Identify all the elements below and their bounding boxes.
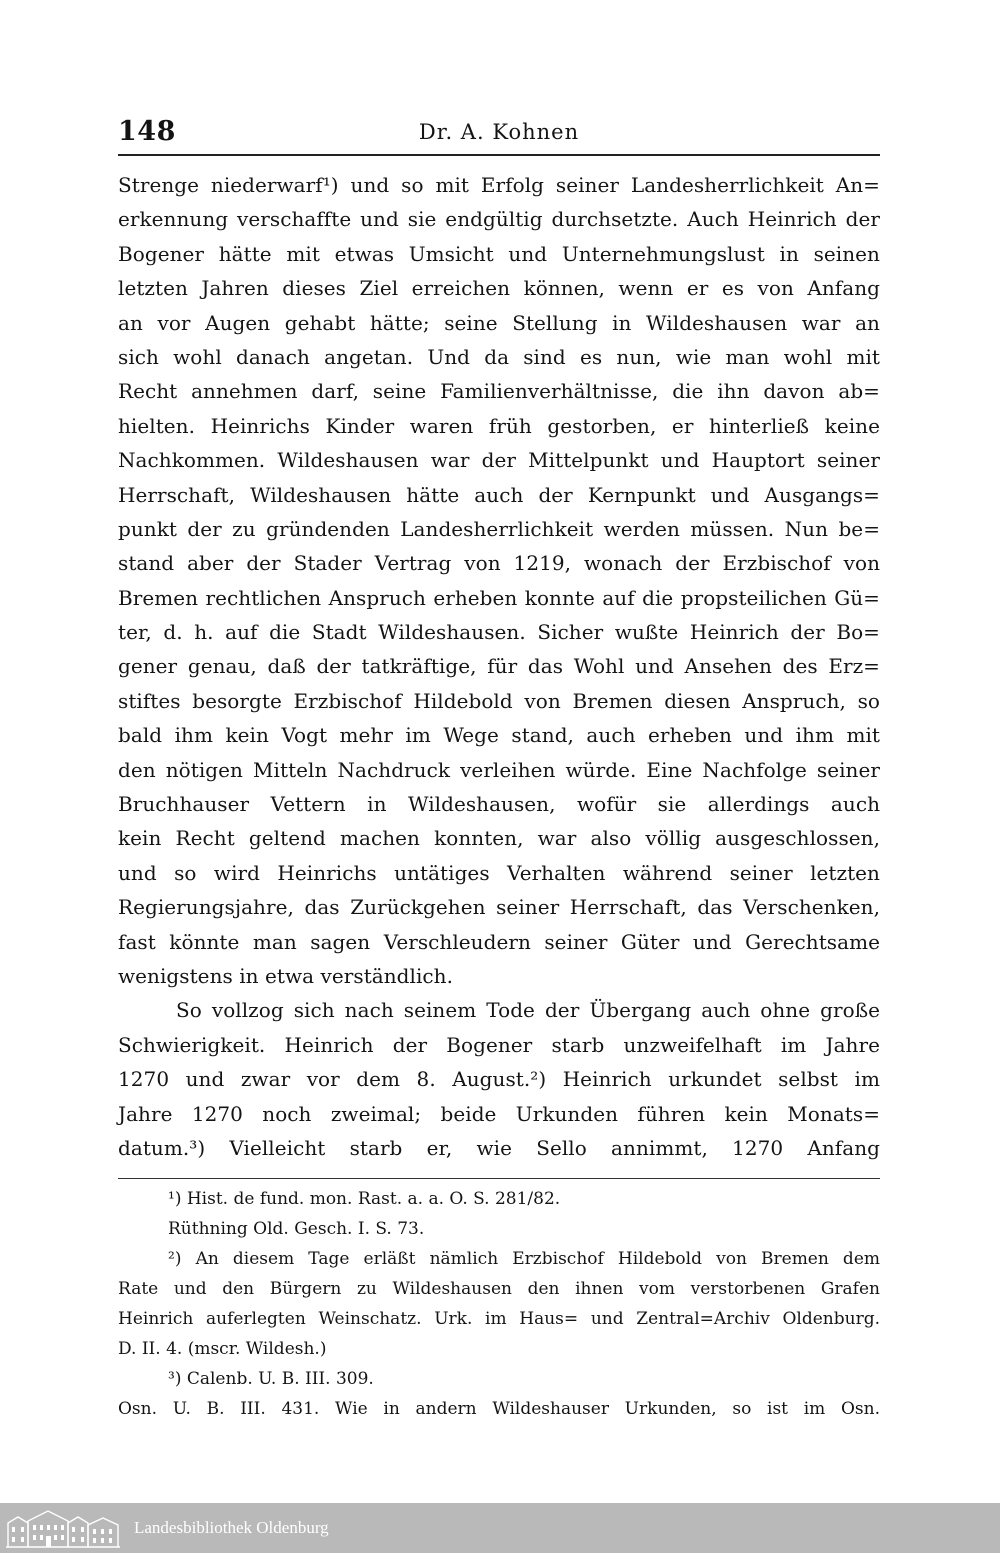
footnote-line: Osn. U. B. III. 431. Wie in andern Wildeshauser Urkunden, so ist im Osn. xyxy=(118,1399,880,1419)
header-rule xyxy=(118,154,880,156)
text-line: und so wird Heinrichs untätiges Verhalten während seiner letzten xyxy=(118,860,880,885)
footnote-line: ²) An diesem Tage erläßt nämlich Erzbischof Hildebold von Bremen dem xyxy=(168,1249,880,1269)
text-line: Herrschaft, Wildeshausen hätte auch der Kernpunkt und Ausgangs= xyxy=(118,482,880,507)
text-line: den nötigen Mitteln Nachdruck verleihen würde. Eine Nachfolge seiner xyxy=(118,757,880,782)
text-line: sich wohl danach angetan. Und da sind es nun, wie man wohl mit xyxy=(118,344,880,369)
text-line: So vollzog sich nach seinem Tode der Übergang auch ohne große xyxy=(176,998,880,1023)
text-line: bald ihm kein Vogt mehr im Wege stand, auch erheben und ihm mit xyxy=(118,723,880,748)
text-line: 1270 und zwar vor dem 8. August.²) Heinrich urkundet selbst im xyxy=(118,1067,880,1092)
text-line: Strenge niederwarf¹) und so mit Erfolg seiner Landesherrlichkeit An= xyxy=(118,173,880,197)
running-head xyxy=(118,112,880,152)
footnote-line: Heinrich auferlegten Weinschatz. Urk. im Haus= und Zentral=Archiv Oldenburg. xyxy=(118,1309,880,1329)
text-line: hielten. Heinrichs Kinder waren früh gestorben, er hinterließ keine xyxy=(118,413,880,438)
library-building-logo-icon xyxy=(4,1507,122,1549)
library-name: Landesbibliothek Oldenburg xyxy=(134,1518,329,1537)
running-head-author: Dr. A. Kohnen xyxy=(418,120,580,144)
text-line: Bruchhauser Vettern in Wildeshausen, wofür sie allerdings auch xyxy=(118,792,880,817)
text-line: datum.³) Vielleicht starb er, wie Sello annimmt, 1270 Anfang xyxy=(118,1135,880,1160)
text-line: stand aber der Stader Vertrag von 1219, wonach der Erzbischof von xyxy=(118,551,880,576)
text-line: Schwierigkeit. Heinrich der Bogener starb unzweifelhaft im Jahre xyxy=(118,1032,880,1057)
text-line: punkt der zu gründenden Landesherrlichkeit werden müssen. Nun be= xyxy=(118,516,880,541)
footnote-line: ¹) Hist. de fund. mon. Rast. a. a. O. S. 281/82. xyxy=(168,1189,561,1209)
footnotes xyxy=(118,1184,880,1424)
footnote-line: Rate und den Bürgern zu Wildeshausen den ihnen vom verstorbenen Grafen xyxy=(118,1279,880,1299)
text-line: fast könnte man sagen Verschleudern seiner Güter und Gerechtsame xyxy=(118,929,880,954)
text-line: Bogener hätte mit etwas Umsicht und Unternehmungslust in seinen xyxy=(118,241,880,266)
text-line: Jahre 1270 noch zweimal; beide Urkunden führen kein Monats= xyxy=(118,1101,880,1126)
text-line: Bremen rechtlichen Anspruch erheben konnte auf die propsteilichen Gü= xyxy=(118,585,880,610)
text-line: Nachkommen. Wildeshausen war der Mittelpunkt und Hauptort seiner xyxy=(118,448,880,473)
text-line: kein Recht geltend machen konnten, war also völlig ausgeschlossen, xyxy=(118,826,880,851)
footnote-line: ³) Calenb. U. B. III. 309. xyxy=(168,1369,374,1389)
footnote-line: Rüthning Old. Gesch. I. S. 73. xyxy=(168,1219,425,1239)
footnote-line: D. II. 4. (mscr. Wildesh.) xyxy=(118,1339,327,1359)
text-line: wenigstens in etwa verständlich. xyxy=(118,963,454,988)
text-line: gener genau, daß der tatkräftige, für das Wohl und Ansehen des Erz= xyxy=(118,654,880,679)
text-line: ter, d. h. auf die Stadt Wildeshausen. Sicher wußte Heinrich der Bo= xyxy=(118,620,880,645)
text-line: stiftes besorgte Erzbischof Hildebold von Bremen diesen Anspruch, so xyxy=(118,688,880,713)
body-text xyxy=(118,168,880,1165)
text-line: Regierungsjahre, das Zurückgehen seiner Herrschaft, das Verschenken, xyxy=(118,895,880,920)
text-line: Recht annehmen darf, seine Familienverhältnisse, die ihn davon ab= xyxy=(118,379,880,404)
text-line: letzten Jahren dieses Ziel erreichen können, wenn er es von Anfang xyxy=(118,276,880,301)
library-footer-bar xyxy=(0,1503,1000,1553)
page-number: 148 xyxy=(118,116,176,147)
text-line: an vor Augen gehabt hätte; seine Stellung in Wildeshausen war an xyxy=(118,310,880,335)
footnote-rule xyxy=(118,1178,880,1179)
text-line: erkennung verschaffte und sie endgültig durchsetzte. Auch Heinrich der xyxy=(118,207,880,232)
